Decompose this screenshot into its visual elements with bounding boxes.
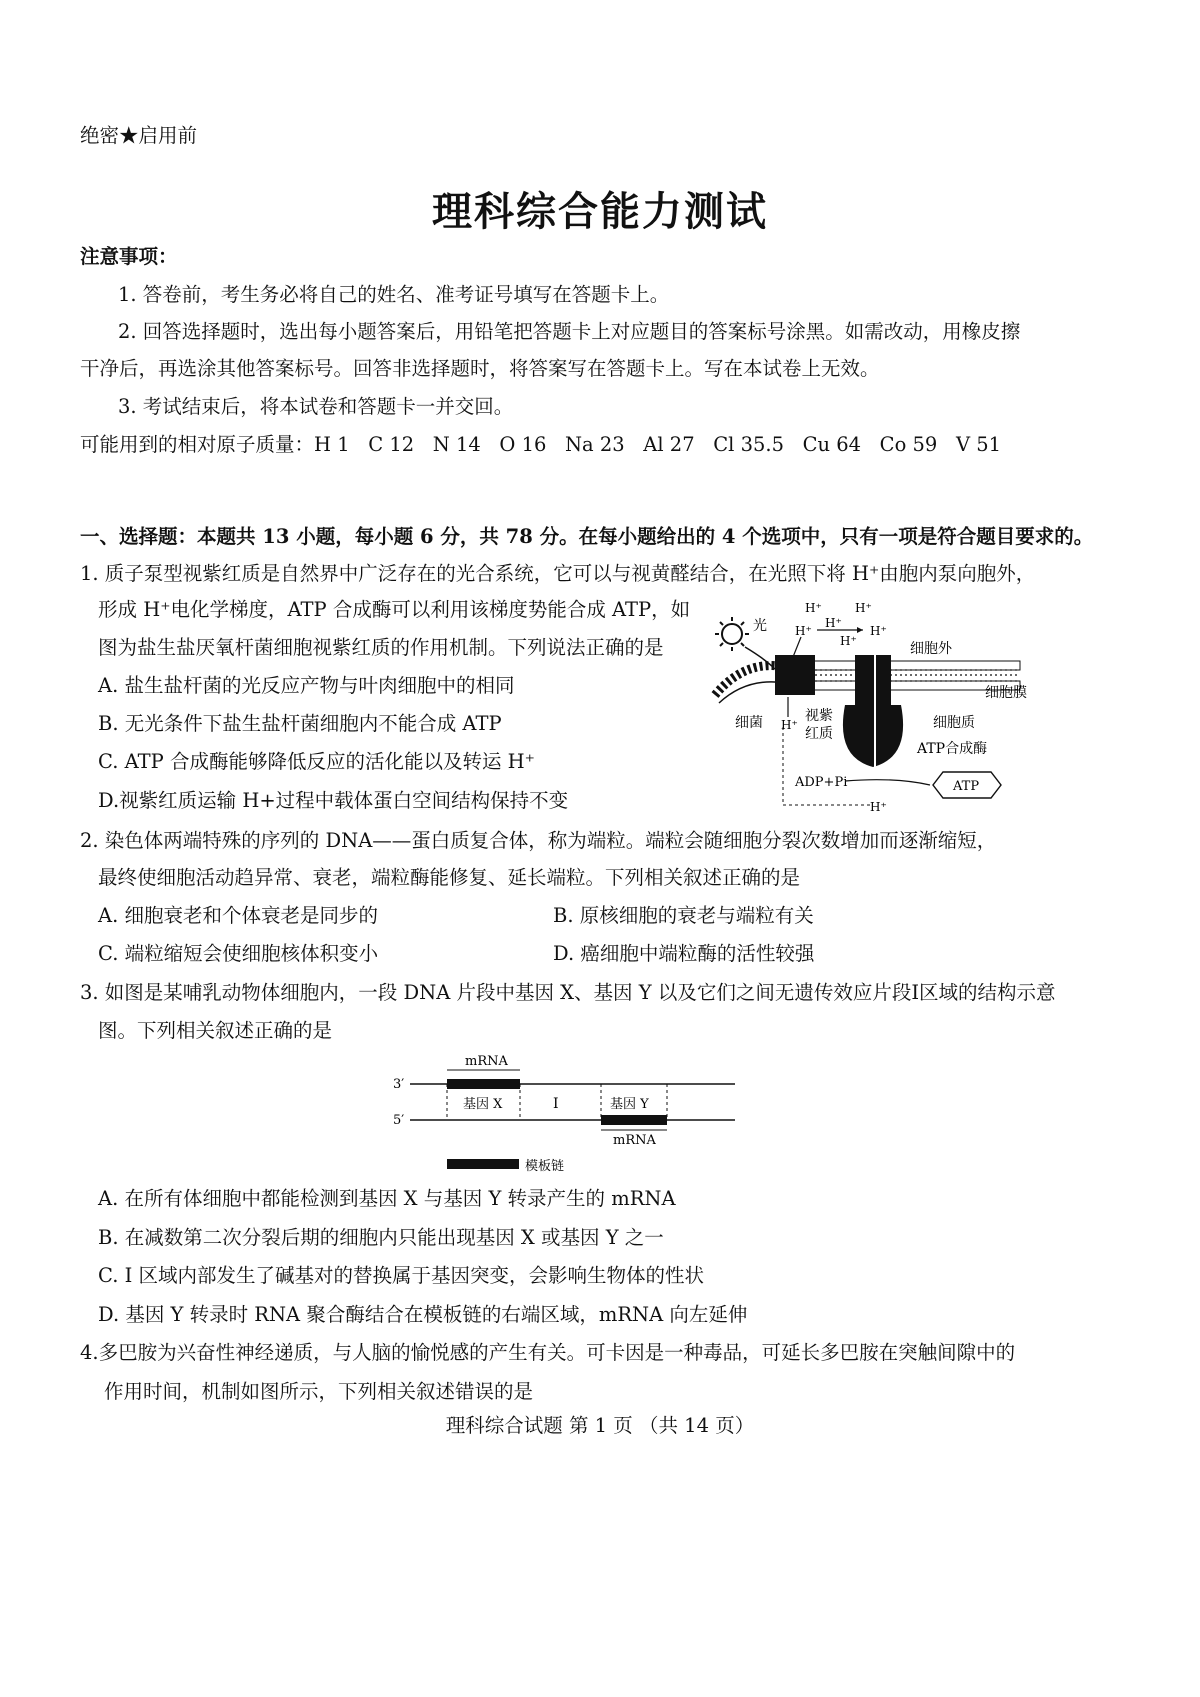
notice-item-3: 3. 考试结束后，将本试卷和答题卡一并交回。 [118,395,514,418]
q1-option-c: C. ATP 合成酶能够降低反应的活化能以及转运 H⁺ [98,750,535,773]
fig1-hplus-6: H⁺ [870,624,887,638]
gene-x-template-block [447,1079,520,1089]
q4-stem-line-1: 4.多巴胺为兴奋性神经递质，与人脑的愉悦感的产生有关。可卡因是一种毒品，可延长多巴胺在突触间隙中的 [80,1341,1016,1364]
q3-stem-line-1: 3. 如图是某哺乳动物体细胞内，一段 DNA 片段中基因 X、基因 Y 以及它们之间无遗传效应片段I区域的结构示意 [80,981,1056,1004]
fig1-hplus-1: H⁺ [805,601,822,615]
notice-item-2-line-2: 干净后，再选涂其他答案标号。回答非选择题时，将答案写在答题卡上。写在本试卷上无效。 [80,357,880,380]
fig1-light-label: 光 [753,618,767,634]
q1-stem-line-2: 形成 H⁺电化学梯度，ATP 合成酶可以利用该梯度势能合成 ATP，如 [98,598,691,621]
q4-stem-line-2: 作用时间，机制如图所示，下列相关叙述错误的是 [104,1380,534,1403]
fig1-outside-label: 细胞外 [910,641,952,657]
q3-option-c: C. I 区域内部发生了碱基对的替换属于基因突变，会影响生物体的性状 [98,1264,705,1287]
fig1-hplus-3: H⁺ [825,616,842,630]
fig1-hplus-5: H⁺ [840,634,857,648]
page-title: 理科综合能力测试 [432,188,768,235]
fig1-hplus-8: H⁺ [781,718,798,732]
q2-stem-line-2: 最终使细胞活动趋异常、衰老，端粒酶能修复、延长端粒。下列相关叙述正确的是 [98,866,801,889]
fig1-bacteria-label: 细菌 [735,715,763,731]
template-legend-swatch [447,1159,519,1169]
fig1-cytoplasm-label: 细胞质 [933,715,975,731]
q1-option-b: B. 无光条件下盐生盐杆菌细胞内不能合成 ATP [98,712,502,735]
q2-option-d: D. 癌细胞中端粒酶的活性较强 [553,942,815,965]
q3-dna-figure [385,1050,745,1180]
fig1-hplus-4: H⁺ [795,624,812,638]
fig1-atp-synthase-label: ATP合成酶 [917,741,988,757]
fig3-mrna-label-bottom: mRNA [613,1133,656,1148]
fig3-mrna-label-top: mRNA [465,1054,508,1069]
fig1-rhodopsin-label-1: 视紫 [805,708,833,724]
q3-option-a: A. 在所有体细胞中都能检测到基因 X 与基因 Y 转录产生的 mRNA [98,1187,676,1210]
q2-option-a: A. 细胞衰老和个体衰老是同步的 [98,904,378,927]
q3-option-b: B. 在减数第二次分裂后期的细胞内只能出现基因 X 或基因 Y 之一 [98,1226,664,1249]
fig3-gene-y-label: 基因 Y [610,1097,649,1112]
q1-option-d: D.视紫红质运输 H+过程中载体蛋白空间结构保持不变 [98,789,569,812]
fig3-region-i-label: I [553,1096,559,1112]
section-1-heading: 一、选择题：本题共 13 小题，每小题 6 分，共 78 分。在每小题给出的 4 个选项中，只有一项是符合题目要求的。 [80,525,1094,548]
fig3-gene-x-label: 基因 X [463,1097,503,1112]
q1-membrane-figure [705,597,1035,817]
fig1-hplus-2: H⁺ [855,601,872,615]
gene-y-template-block [601,1115,667,1125]
atomic-masses: 可能用到的相对原子质量：H 1 C 12 N 14 O 16 Na 23 Al 27 Cl 35.5 Cu 64 Co 59 V 51 [80,433,1002,456]
q3-stem-line-2: 图。下列相关叙述正确的是 [98,1019,333,1042]
q3-option-d: D. 基因 Y 转录时 RNA 聚合酶结合在模板链的右端区域，mRNA 向左延伸 [98,1303,748,1326]
notice-item-1: 1. 答卷前，考生务必将自己的姓名、准考证号填写在答题卡上。 [118,283,670,306]
q2-stem-line-1: 2. 染色体两端特殊的序列的 DNA——蛋白质复合体，称为端粒。端粒会随细胞分裂次数增加而逐渐缩短， [80,829,997,852]
q2-option-b: B. 原核细胞的衰老与端粒有关 [553,904,814,927]
fig1-atp-label: ATP [953,779,980,794]
notice-item-2-line-1: 2. 回答选择题时，选出每小题答案后，用铅笔把答题卡上对应题目的答案标号涂黑。如需改动，用橡皮擦 [118,320,1021,343]
secret-label: 绝密★启用前 [80,124,198,147]
fig1-adp-label: ADP+Pi [795,775,848,790]
q1-stem-line-3: 图为盐生盐厌氧杆菌细胞视紫红质的作用机制。下列说法正确的是 [98,636,664,659]
fig1-hplus-7: H⁺ [870,800,887,814]
fig1-rhodopsin-label-2: 红质 [805,726,833,742]
page-footer: 理科综合试题 第 1 页 （共 14 页） [445,1414,755,1437]
fig3-3prime-label: 3′ [393,1077,405,1092]
q1-option-a: A. 盐生盐杆菌的光反应产物与叶肉细胞中的相同 [98,674,515,697]
fig1-membrane-label: 细胞膜 [985,685,1027,701]
q1-stem-line-1: 1. 质子泵型视紫红质是自然界中广泛存在的光合系统，它可以与视黄醛结合，在光照下将 H⁺由胞内泵向胞外， [80,562,1036,585]
fig3-5prime-label: 5′ [393,1113,405,1128]
fig3-template-legend: 模板链 [525,1159,565,1174]
q2-option-c: C. 端粒缩短会使细胞核体积变小 [98,942,379,965]
notice-heading: 注意事项： [80,245,178,268]
sun-icon [715,617,749,651]
